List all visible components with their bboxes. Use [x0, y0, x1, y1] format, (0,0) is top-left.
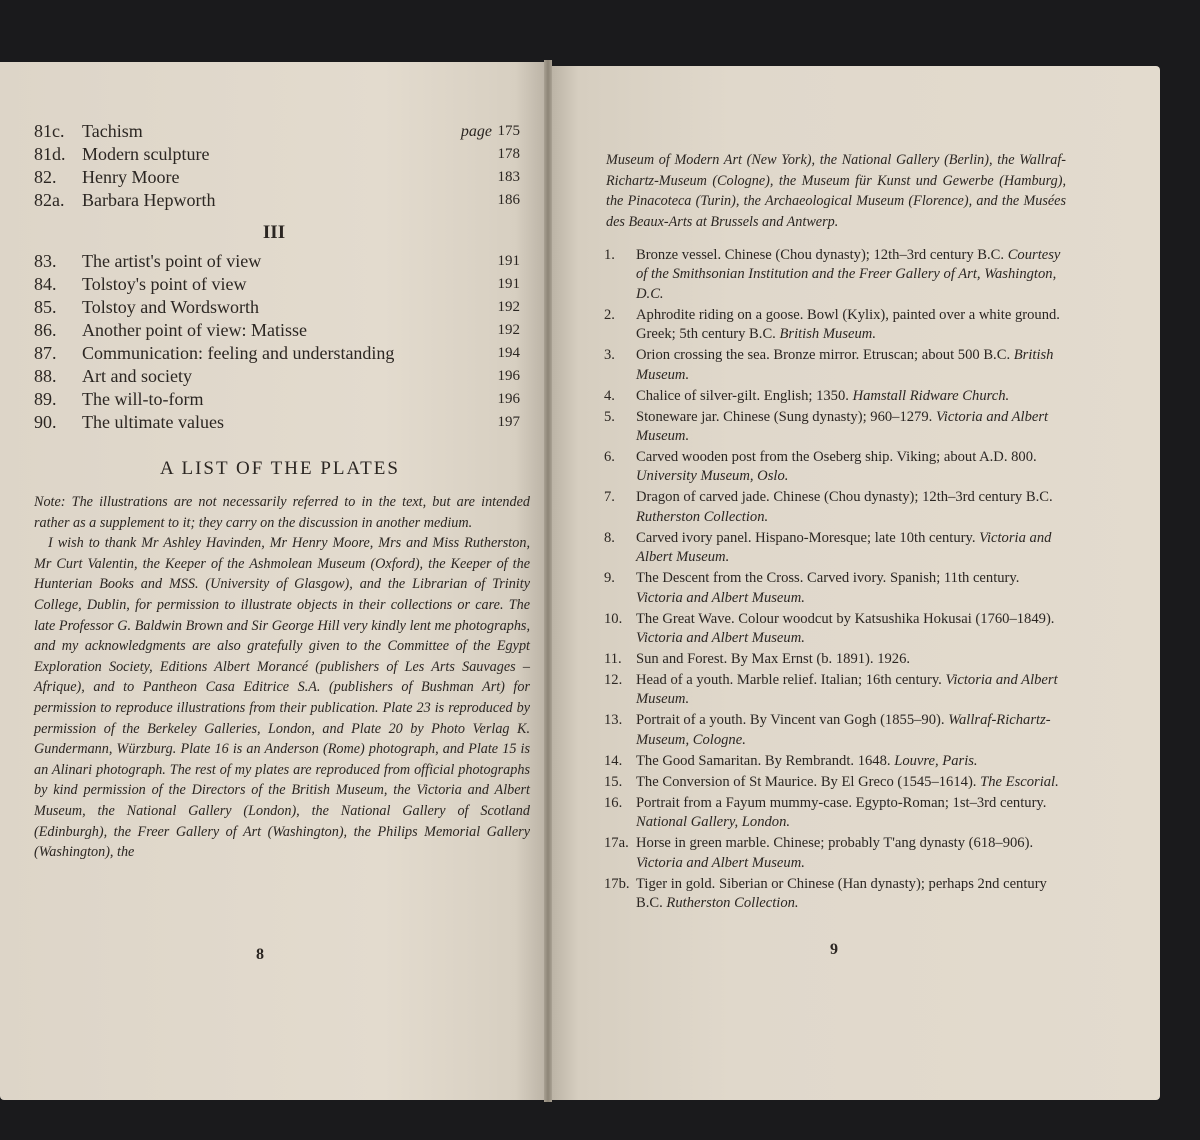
plate-description	[636, 449, 1037, 484]
toc-page-number: 175	[497, 123, 520, 139]
toc-number: 86.	[34, 320, 57, 340]
plate-description	[636, 672, 1058, 707]
plate-source: British Museum.	[636, 347, 1054, 383]
plate-source: Victoria and Albert Museum.	[636, 589, 805, 606]
book-gutter	[544, 60, 552, 1102]
toc-title: Henry Moore	[82, 167, 180, 187]
plate-number: 16.	[604, 794, 623, 811]
toc-entry	[34, 365, 520, 388]
plate-caption: Chalice of silver-gilt. English; 1350.	[636, 387, 849, 404]
plate-description	[636, 651, 910, 667]
plates-heading: A LIST OF THE PLATES	[160, 458, 400, 479]
acknowledgments-paragraph: I wish to thank Mr Ashley Havinden, Mr Henry Moore, Mrs and Miss Rutherston, Mr Curt Valentin, the Keeper of the Ashmolean Museum (Oxford), the Keeper of the Hunterian Books and MSS. (University of Glasgow), and the Librarian of Trinity College, Dublin, for permission to illustrate objects in their collections or care. The late Professor G. Baldwin Brown and Sir George Hill very kindly lent me photographs, and my acknowledgments are also gratefully given to the Committee of the Egypt Exploration Society, Editions Albert Morancé (publishers of Les Arts Sauvages – Afrique), and to Pantheon Casa Editrice S.A. (publishers of Bushman Art) for permission to reproduce illustrations from their publication. Plate 23 is reproduced by permission of the Berkeley Galleries, London, and Plate 20 by Photo Verlag K. Gundermann, Würzburg. Plate 16 is an Anderson (Rome) photograph, and Plate 15 is an Alinari photograph. The rest of my plates are reproduced from official photographs by kind permission of the Directors of the British Museum, the Victoria and Albert Museum, the National Gallery (London), the National Gallery of Scotland (Edinburgh), the Freer Gallery of Art (Washington), the Philips Memorial Gallery (Washington), the	[34, 535, 530, 861]
toc-entry	[34, 388, 520, 411]
plate-entry	[604, 752, 1068, 771]
plate-entry	[604, 408, 1068, 447]
plate-number: 17a.	[604, 835, 629, 852]
plate-number: 15.	[604, 773, 623, 790]
toc-number: 89.	[34, 389, 57, 409]
toc-page-number: 196	[497, 391, 520, 407]
plate-entry	[604, 794, 1068, 833]
plate-source: Rutherston Collection.	[636, 508, 769, 525]
toc-number: 81d.	[34, 144, 66, 164]
toc-page-number: 191	[497, 253, 520, 269]
toc-title: The ultimate values	[82, 412, 224, 432]
toc-page-number: 192	[497, 322, 520, 338]
toc-title: Tolstoy's point of view	[82, 274, 247, 294]
toc-number: 90.	[34, 412, 57, 432]
plate-number: 5.	[604, 408, 615, 425]
toc-entry	[34, 296, 520, 319]
plate-source: Victoria and Albert Museum.	[636, 672, 1058, 708]
plate-number: 9.	[604, 570, 615, 587]
note-text	[34, 492, 530, 863]
toc-title: Art and society	[82, 366, 192, 386]
plate-caption: Horse in green marble. Chinese; probably T'ang dynasty (618–906).	[636, 835, 1034, 852]
plate-number: 6.	[604, 449, 615, 466]
plate-source: Courtesy of the Smithsonian Institution and the Freer Gallery of Art, Washington, D.C.	[636, 247, 1061, 302]
toc-entry	[34, 319, 520, 342]
plate-caption: Stoneware jar. Chinese (Sung dynasty); 960–1279.	[636, 408, 933, 425]
toc-entry	[34, 273, 520, 296]
plate-caption: Carved ivory panel. Hispano-Moresque; late 10th century.	[636, 529, 976, 546]
plate-source: Rutherston Collection.	[666, 895, 799, 912]
plate-entry	[604, 834, 1068, 873]
plate-description	[636, 247, 1060, 302]
toc-title: Communication: feeling and understanding	[82, 343, 395, 363]
plate-source: Victoria and Albert Museum.	[636, 630, 805, 647]
plate-description	[636, 530, 1051, 565]
plate-description	[636, 611, 1054, 646]
toc-entry	[34, 250, 520, 273]
page-word: page	[460, 123, 492, 140]
plate-source: Victoria and Albert Museum.	[636, 529, 1052, 566]
plate-entry	[604, 529, 1068, 568]
toc-entry	[34, 166, 520, 189]
plate-entry	[604, 346, 1068, 385]
plate-number: 8.	[604, 529, 615, 546]
plate-source: University Museum, Oslo.	[636, 468, 789, 485]
plate-description	[636, 307, 1060, 342]
plate-entry	[604, 306, 1068, 345]
note-paragraph: Note: The illustrations are not necessarily referred to in the text, but are intended rather as a supplement to it; they carry on the discussion in another medium.	[34, 494, 530, 531]
plate-source: Victoria and Albert Museum.	[636, 408, 1049, 445]
page-number-left: 8	[256, 946, 264, 963]
plate-number: 13.	[604, 712, 623, 729]
plate-entry	[604, 246, 1068, 304]
toc-entry	[34, 189, 520, 212]
plate-description	[636, 876, 1047, 911]
plate-description	[636, 347, 1053, 382]
plate-caption: Aphrodite riding on a goose. Bowl (Kylix), painted over a white ground. Greek; 5th century B.C.	[636, 306, 1060, 343]
toc-title: Tachism	[82, 121, 143, 141]
plate-caption: The Conversion of St Maurice. By El Greco (1545–1614).	[636, 773, 977, 790]
plate-source: Hamstall Ridware Church.	[852, 387, 1010, 404]
toc-title: Another point of view: Matisse	[82, 320, 307, 340]
plate-source: The Escorial.	[980, 773, 1059, 790]
plate-entry	[604, 488, 1068, 527]
plate-number: 12.	[604, 672, 623, 689]
toc-number: 83.	[34, 251, 57, 271]
toc-number: 81c.	[34, 121, 65, 141]
toc-page-number: 194	[497, 345, 520, 361]
section-heading: III	[262, 222, 286, 243]
toc-title: Tolstoy and Wordsworth	[82, 297, 259, 317]
toc-number: 82a.	[34, 190, 65, 210]
toc-entry	[34, 143, 520, 166]
plate-number: 14.	[604, 752, 623, 769]
plate-entry	[604, 875, 1068, 914]
plate-source: British Museum.	[779, 326, 876, 343]
page-number-right: 9	[830, 941, 838, 958]
plate-entry	[604, 387, 1068, 406]
plate-number: 3.	[604, 347, 615, 364]
toc-title: The will-to-form	[82, 389, 204, 409]
plate-number: 4.	[604, 387, 615, 404]
plate-number: 17b.	[604, 875, 630, 892]
toc-page-number: 191	[497, 276, 520, 292]
toc-entry	[34, 411, 520, 434]
toc-page-number: 192	[497, 299, 520, 315]
plate-caption: Tiger in gold. Siberian or Chinese (Han dynasty); perhaps 2nd century B.C.	[636, 875, 1047, 912]
plate-caption: Sun and Forest. By Max Ernst (b. 1891). 1926.	[636, 651, 911, 668]
plate-source: Victoria and Albert Museum.	[636, 854, 805, 871]
plate-number: 10.	[604, 610, 623, 627]
plate-entry	[604, 671, 1068, 710]
toc-page-number: 197	[497, 414, 520, 430]
plate-caption: The Great Wave. Colour woodcut by Katsushika Hokusai (1760–1849).	[636, 610, 1055, 627]
plate-caption: Portrait from a Fayum mummy-case. Egypto-Roman; 1st–3rd century.	[636, 794, 1047, 811]
toc-page-number: 178	[497, 146, 520, 162]
toc-entry	[34, 120, 520, 143]
plate-caption: Portrait of a youth. By Vincent van Gogh (1855–90).	[636, 712, 945, 729]
plate-entry	[604, 711, 1068, 750]
plate-description	[636, 835, 1033, 870]
plate-description	[636, 774, 1059, 790]
plate-description	[636, 712, 1051, 747]
plate-description	[636, 795, 1046, 830]
toc-number: 88.	[34, 366, 57, 386]
plate-entry	[604, 569, 1068, 608]
toc-title: Barbara Hepworth	[82, 190, 216, 210]
toc-number: 84.	[34, 274, 57, 294]
plate-caption: Bronze vessel. Chinese (Chou dynasty); 12th–3rd century B.C.	[636, 247, 1005, 263]
plate-number: 2.	[604, 306, 615, 323]
plate-source: Wallraf-Richartz-Museum, Cologne.	[636, 712, 1051, 748]
toc-page-number: 196	[497, 368, 520, 384]
plates-list	[604, 246, 1068, 915]
plate-description	[636, 570, 1019, 605]
toc-page-number: 186	[497, 192, 520, 208]
acknowledgments-continuation: Museum of Modern Art (New York), the National Gallery (Berlin), the Wallraf-Richartz-Museum (Cologne), the Museum für Kunst und Gewerbe (Hamburg), the Pinacoteca (Turin), the Archaeological Museum (Florence), and the Musées des Beaux-Arts at Brussels and Antwerp.	[606, 152, 1066, 230]
plate-entry	[604, 773, 1068, 792]
plate-entry	[604, 610, 1068, 649]
plate-caption: The Descent from the Cross. Carved ivory. Spanish; 11th century.	[636, 570, 1020, 587]
plate-number: 7.	[604, 489, 615, 506]
plate-entry	[604, 650, 1068, 669]
plate-caption: Carved wooden post from the Oseberg ship. Viking; about A.D. 800.	[636, 449, 1037, 466]
toc-number: 87.	[34, 343, 57, 363]
plate-source: Louvre, Paris.	[894, 752, 978, 769]
plate-caption: Head of a youth. Marble relief. Italian; 16th century.	[636, 672, 942, 689]
plate-description	[636, 409, 1048, 444]
plate-description	[636, 489, 1053, 524]
plate-number: 11.	[604, 651, 622, 668]
plate-caption: The Good Samaritan. By Rembrandt. 1648.	[636, 752, 891, 769]
toc-entry	[34, 342, 520, 365]
toc-title: The artist's point of view	[82, 251, 262, 271]
plate-number: 1.	[604, 247, 615, 263]
toc-title: Modern sculpture	[82, 144, 210, 164]
plate-source: National Gallery, London.	[636, 814, 791, 831]
toc-number: 82.	[34, 167, 57, 187]
plate-description	[636, 753, 978, 769]
toc-number: 85.	[34, 297, 57, 317]
toc-page-label	[461, 120, 492, 143]
plate-description	[636, 388, 1009, 404]
plate-caption: Orion crossing the sea. Bronze mirror. Etruscan; about 500 B.C.	[636, 347, 1011, 364]
plate-caption: Dragon of carved jade. Chinese (Chou dynasty); 12th–3rd century B.C.	[636, 489, 1053, 506]
plate-entry	[604, 448, 1068, 487]
toc-page-number: 183	[497, 169, 520, 185]
contents-list	[34, 120, 520, 434]
